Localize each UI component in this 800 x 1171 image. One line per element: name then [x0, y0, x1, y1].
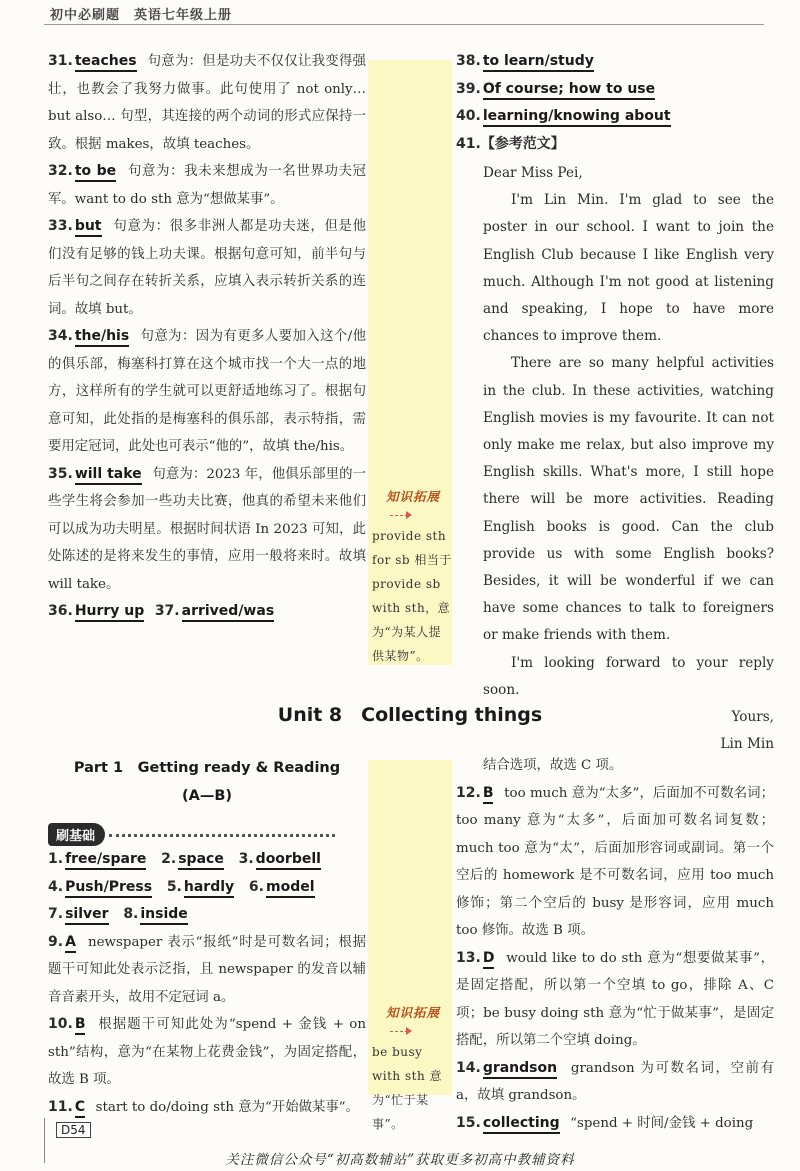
question-number: 36.: [48, 603, 73, 619]
answer-11: [48, 1094, 366, 1122]
answer-35: [48, 461, 366, 599]
question-number: 1.: [48, 851, 64, 867]
question-number: 10.: [48, 1016, 73, 1032]
answer-15: [456, 1110, 774, 1138]
answer-31: [48, 48, 366, 158]
answer-key: silver: [65, 906, 108, 925]
answer-key: free/spare: [65, 851, 146, 870]
question-number: 4.: [48, 878, 64, 895]
answer-13: [456, 945, 774, 1055]
answer-key: collecting: [483, 1115, 560, 1134]
note-title: 知识拓展: [386, 1005, 441, 1020]
question-number: 8.: [123, 906, 139, 922]
question-number: 13.: [456, 949, 481, 966]
question-number: 6.: [248, 878, 264, 895]
answer-key: teaches: [75, 53, 137, 72]
answer-key: Push/Press: [65, 879, 152, 898]
answer-key: to learn/study: [483, 53, 594, 72]
bottom-right-answers: [456, 752, 774, 1137]
answer-key: A: [65, 934, 76, 953]
arrow-icon: [390, 1031, 408, 1032]
explanation: “spend + 时间/金钱 + doing: [570, 1115, 754, 1131]
answer-10: [48, 1011, 366, 1094]
explanation: too much 意为“太多”，后面加不可数名词；too many 意为“太多”，后面加可数名词复数；much too 意为“太”，后面加形容词或副词。第一个空后的 homework 是不可数名词，应用 too much 修饰；第二个空后的 busy 是形容词，应用 much too 修饰。故选 B 项。: [456, 785, 775, 938]
note-heading: [386, 486, 452, 524]
question-number: 32.: [48, 163, 73, 179]
answer-12: [456, 780, 774, 945]
reference-essay: [456, 160, 774, 758]
unit-title: Unit 8 Collecting things: [277, 704, 543, 726]
answer-9: [48, 929, 366, 1012]
question-number: 14.: [456, 1059, 481, 1076]
answer-40: [456, 103, 774, 131]
answer-38: [456, 48, 774, 76]
answer-key: grandson: [483, 1060, 557, 1079]
knowledge-note-2: [372, 1002, 452, 1136]
answer-14: [456, 1055, 774, 1110]
answer-key: to be: [75, 163, 116, 182]
question-number: 38.: [456, 53, 481, 69]
page-number: D54: [56, 1122, 91, 1138]
basics-section-header: [48, 823, 335, 846]
basics-row-3: [48, 901, 366, 929]
question-number: 33.: [48, 218, 73, 234]
answer-key: space: [178, 851, 224, 870]
essay-closing: Yours,: [731, 709, 774, 726]
question-number: 15.: [456, 1114, 481, 1131]
explanation: 句意为：2023 年，他俱乐部里的一些学生将会参加一些功夫比赛，他真的希望未来他们可以成为功夫明星。根据时间状语 In 2023 可知，此处陈述的是将来发生的事情，应用一般将来时。故填 will take。: [48, 466, 366, 592]
footer-promo: 关注微信公众号“初高数辅站”获取更多初高中教辅资料: [225, 1152, 575, 1168]
answer-34: [48, 323, 366, 461]
answer-39: [456, 76, 774, 104]
top-right-answers: [456, 48, 774, 758]
question-number: 39.: [456, 80, 481, 97]
essay-paragraph-1: I'm Lin Min. I'm glad to see the poster in our school. I want to join the English Club because I like English very much. Although I'm not good at listening and speaking, I hope to have more chances to improve them.: [483, 192, 774, 345]
answer-11-continued: 结合选项，故选 C 项。: [483, 758, 623, 773]
explanation: newspaper 表示“报纸”时是可数名词；根据题干可知此处表示泛指，且 newspaper 的发音以辅音音素开头，故用不定冠词 a。: [48, 934, 366, 1005]
question-number: 34.: [48, 328, 73, 344]
explanation: grandson 为可数名词，空前有 a，故填 grandson。: [456, 1060, 775, 1103]
answer-key: inside: [140, 906, 187, 925]
answer-key: model: [266, 879, 315, 898]
answer-key: will take: [75, 466, 142, 485]
basics-row-2: [48, 874, 366, 902]
explanation: 句意为：但是功夫不仅仅让我变得强壮，也教会了我努力做事。此句使用了 not only… but also… 句型，其连接的两个动词的形式应保持一致。根据 makes，故填 teaches。: [48, 54, 367, 152]
question-number: 9.: [48, 933, 64, 950]
question-number: 40.: [456, 108, 481, 124]
answer-key: D: [483, 950, 495, 969]
explanation: start to do/doing sth 意为“开始做某事”。: [95, 1099, 360, 1115]
knowledge-note-1: [372, 486, 452, 668]
answer-key: the/his: [75, 328, 129, 347]
note-text: be busy with sth 意为“忙于某事”。: [372, 1045, 442, 1131]
answer-key: hardly: [184, 879, 234, 898]
explanation: 句意为：因为有更多人要加入这个/他的俱乐部，梅塞科打算在这个城市找一个大一点的地方，这样所有的学生就可以更舒适地练习了。根据句意可知，此处指的是梅塞科的俱乐部，表示特指，需要用定冠词，此处也可表示“他的”，故填 the/his。: [48, 329, 367, 454]
part-title: Part 1 Getting ready & Reading: [73, 760, 341, 776]
note-text: provide sth for sb 相当于 provide sb with sth，意为“为某人提供某物”。: [372, 529, 452, 663]
essay-greeting: Dear Miss Pei,: [483, 165, 583, 181]
question-number: 11.: [48, 1098, 73, 1115]
reference-essay-label: 【参考范文】: [480, 135, 565, 152]
basics-badge: 刷基础: [48, 823, 105, 846]
question-number: 31.: [48, 53, 73, 69]
answer-key: Hurry up: [75, 603, 144, 622]
question-number: 37.: [154, 603, 180, 619]
arrow-icon: [390, 515, 408, 516]
answer-key: doorbell: [256, 851, 321, 870]
question-number: 3.: [238, 851, 254, 867]
question-number: 41.: [456, 135, 481, 152]
answer-key: arrived/was: [182, 603, 275, 622]
header-divider: [44, 24, 764, 25]
explanation: 句意为：很多非洲人都是功夫迷，但是他们没有足够的钱上功夫课。根据句意可知，前半句与后半句之间存在转折关系，应填入表示转折关系的连词。故填 but。: [48, 219, 367, 317]
question-number: 7.: [48, 906, 64, 922]
answer-33: [48, 213, 366, 323]
essay-paragraph-2: There are so many helpful activities in the club. In these activities, watching English movies is my favourite. It can not only make me relax, but also improve my English skills. What's more, I still hope there will be more activities. Reading English books is good. Can the club provide us with some English books? Besides, it will be wonderful if we can have some chances to talk to foreigners or make friends with them.: [483, 355, 774, 644]
question-number: 35.: [48, 465, 73, 482]
note-title: 知识拓展: [386, 489, 441, 504]
basics-row-1: [48, 846, 366, 874]
bottom-left-answers: [48, 846, 366, 1121]
question-number: 5.: [166, 878, 182, 895]
answer-key: C: [75, 1099, 85, 1118]
answer-36-37: [48, 598, 366, 626]
header-title: 初中必刷题 英语七年级上册: [50, 8, 233, 23]
dotted-divider: [109, 834, 335, 837]
explanation: 句意为：我未来想成为一名世界功夫冠军。want to do sth 意为“想做某事”。: [48, 164, 367, 207]
essay-signature: Lin Min: [720, 736, 774, 753]
explanation: 根据题干可知此处为“spend + 金钱 + on sth”结构，意为“在某物上花费金钱”，为固定搭配，故选 B 项。: [48, 1017, 366, 1087]
answer-key: Of course; how to use: [483, 81, 655, 100]
answer-key: but: [75, 218, 102, 237]
explanation: would like to do sth 意为“想要做某事”，是固定搭配，所以第一个空填 to go，排除 A、C 项；be busy doing sth 意为“忙于做某事”，是固定搭配，所以第二个空填 doing。: [456, 950, 774, 1048]
note-heading: [386, 1002, 452, 1040]
question-number: 12.: [456, 784, 481, 801]
essay-paragraph-3: I'm looking forward to your reply soon.: [483, 654, 774, 698]
question-number: 2.: [161, 851, 177, 867]
answer-32: [48, 158, 366, 213]
answer-41: [456, 131, 774, 159]
answer-key: B: [483, 785, 494, 804]
top-left-answers: [48, 48, 366, 626]
part-subtitle: (A—B): [181, 788, 233, 804]
answer-key: B: [75, 1016, 86, 1035]
answer-key: learning/knowing about: [483, 108, 671, 127]
